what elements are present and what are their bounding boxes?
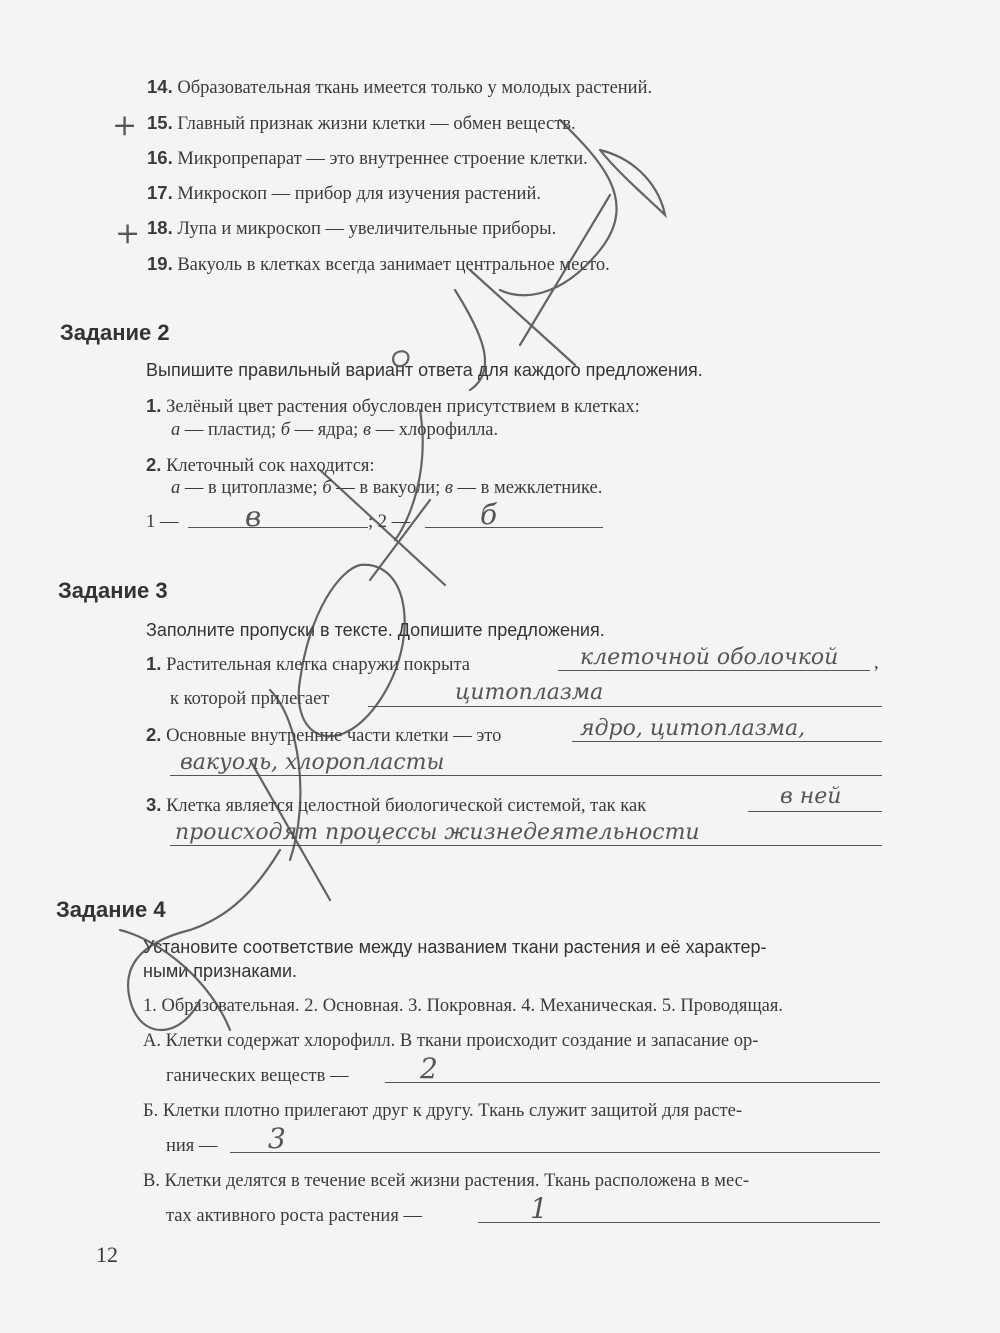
- task3-q3-answer-2: происходят процессы жизнедеятельности: [175, 820, 700, 845]
- scribble-stroke: [299, 565, 405, 736]
- task3-q3-answer-1: в ней: [780, 784, 842, 809]
- statement-19: 19. Вакуоль в клетках всегда занимает центральное место.: [147, 253, 610, 275]
- scribble-stroke: [500, 120, 617, 295]
- task4-item-b-line-2: ния —: [166, 1136, 218, 1156]
- statement-15: 15. Главный признак жизни клетки — обмен веществ.: [147, 112, 576, 134]
- scribble-stroke: [520, 195, 610, 345]
- task4-item-a-line-1: А. Клетки содержат хлорофилл. В ткани происходит создание и запасание ор-: [143, 1031, 759, 1051]
- task4-item-c-line-2: тах активного роста растения —: [166, 1206, 422, 1226]
- task2-question-1-options: а — пластид; б — ядра; в — хлорофилла.: [171, 420, 499, 440]
- statement-17: 17. Микроскоп — прибор для изучения растений.: [147, 182, 541, 204]
- task2-instruction: Выпишите правильный вариант ответа для каждого предложения.: [146, 360, 703, 380]
- task3-q2-answer-2: вакуоль, хлоропласты: [180, 750, 445, 775]
- task3-question-1-cont: к которой прилегает: [170, 689, 330, 709]
- plus-mark-18: +: [115, 216, 141, 251]
- statement-18: 18. Лупа и микроскоп — увеличительные приборы.: [147, 217, 557, 239]
- scribble-stroke: [270, 690, 300, 860]
- task3-q1-answer-2: цитоплазма: [455, 680, 604, 705]
- plus-mark-15: +: [112, 108, 138, 143]
- task4-instruction-line-2: ными признаками.: [143, 961, 298, 981]
- task2-question-1: 1. Зелёный цвет растения обусловлен присутствием в клетках:: [146, 395, 640, 417]
- task4-title: Задание 4: [56, 897, 166, 922]
- scribble-stroke: [395, 410, 423, 540]
- task2-question-2: 2. Клеточный сок находится:: [146, 454, 375, 476]
- task4-options: 1. Образовательная. 2. Основная. 3. Покровная. 4. Механическая. 5. Проводящая.: [143, 996, 784, 1016]
- task3-question-2: 2. Основные внутренние части клетки — это: [146, 724, 502, 746]
- task4-instruction-line-1: Установите соответствие между названием ткани растения и её характер-: [143, 937, 767, 957]
- task2-answer-2: б: [480, 498, 498, 531]
- page-number: 12: [96, 1242, 118, 1267]
- task2-question-2-options: а — в цитоплазме; б — в вакуоли; в — в межклетнике.: [171, 478, 603, 498]
- task4-item-b-line-1: Б. Клетки плотно прилегают друг к другу. Ткань служит защитой для расте-: [143, 1101, 742, 1121]
- task3-q1-answer-1: клеточной оболочкой: [580, 645, 839, 670]
- task4-item-a-answer: 2: [420, 1052, 438, 1085]
- task2-title: Задание 2: [60, 320, 170, 345]
- scribble-stroke: [320, 470, 445, 585]
- statement-14: 14. Образовательная ткань имеется только у молодых растений.: [147, 76, 653, 98]
- task4-item-a-line-2: ганических веществ —: [166, 1066, 349, 1086]
- scribble-stroke: [128, 850, 280, 1030]
- scribble-stroke: [455, 290, 485, 390]
- task2-answer-1: в: [245, 500, 262, 533]
- task4-item-c-line-1: В. Клетки делятся в течение всей жизни растения. Ткань расположена в мес-: [143, 1171, 750, 1191]
- task3-q2-answer-1: ядро, цитоплазма,: [580, 716, 806, 741]
- scribble-stroke: [393, 351, 408, 366]
- task3-instruction: Заполните пропуски в тексте. Допишите предложения.: [146, 620, 605, 640]
- task4-item-c-answer: 1: [530, 1192, 548, 1225]
- task3-q1-comma: ,: [874, 653, 879, 673]
- statement-16: 16. Микропрепарат — это внутреннее строение клетки.: [147, 147, 588, 169]
- task3-title: Задание 3: [58, 578, 168, 603]
- task3-question-3: 3. Клетка является целостной биологической системой, так как: [146, 794, 647, 816]
- scribble-stroke: [250, 760, 330, 900]
- task2-answer-label-2: ; 2 —: [368, 512, 411, 532]
- task2-answer-label-1: 1 —: [146, 512, 179, 532]
- scribble-stroke: [470, 270, 575, 365]
- task3-question-1: 1. Растительная клетка снаружи покрыта: [146, 653, 471, 675]
- task4-item-b-answer: 3: [268, 1122, 286, 1155]
